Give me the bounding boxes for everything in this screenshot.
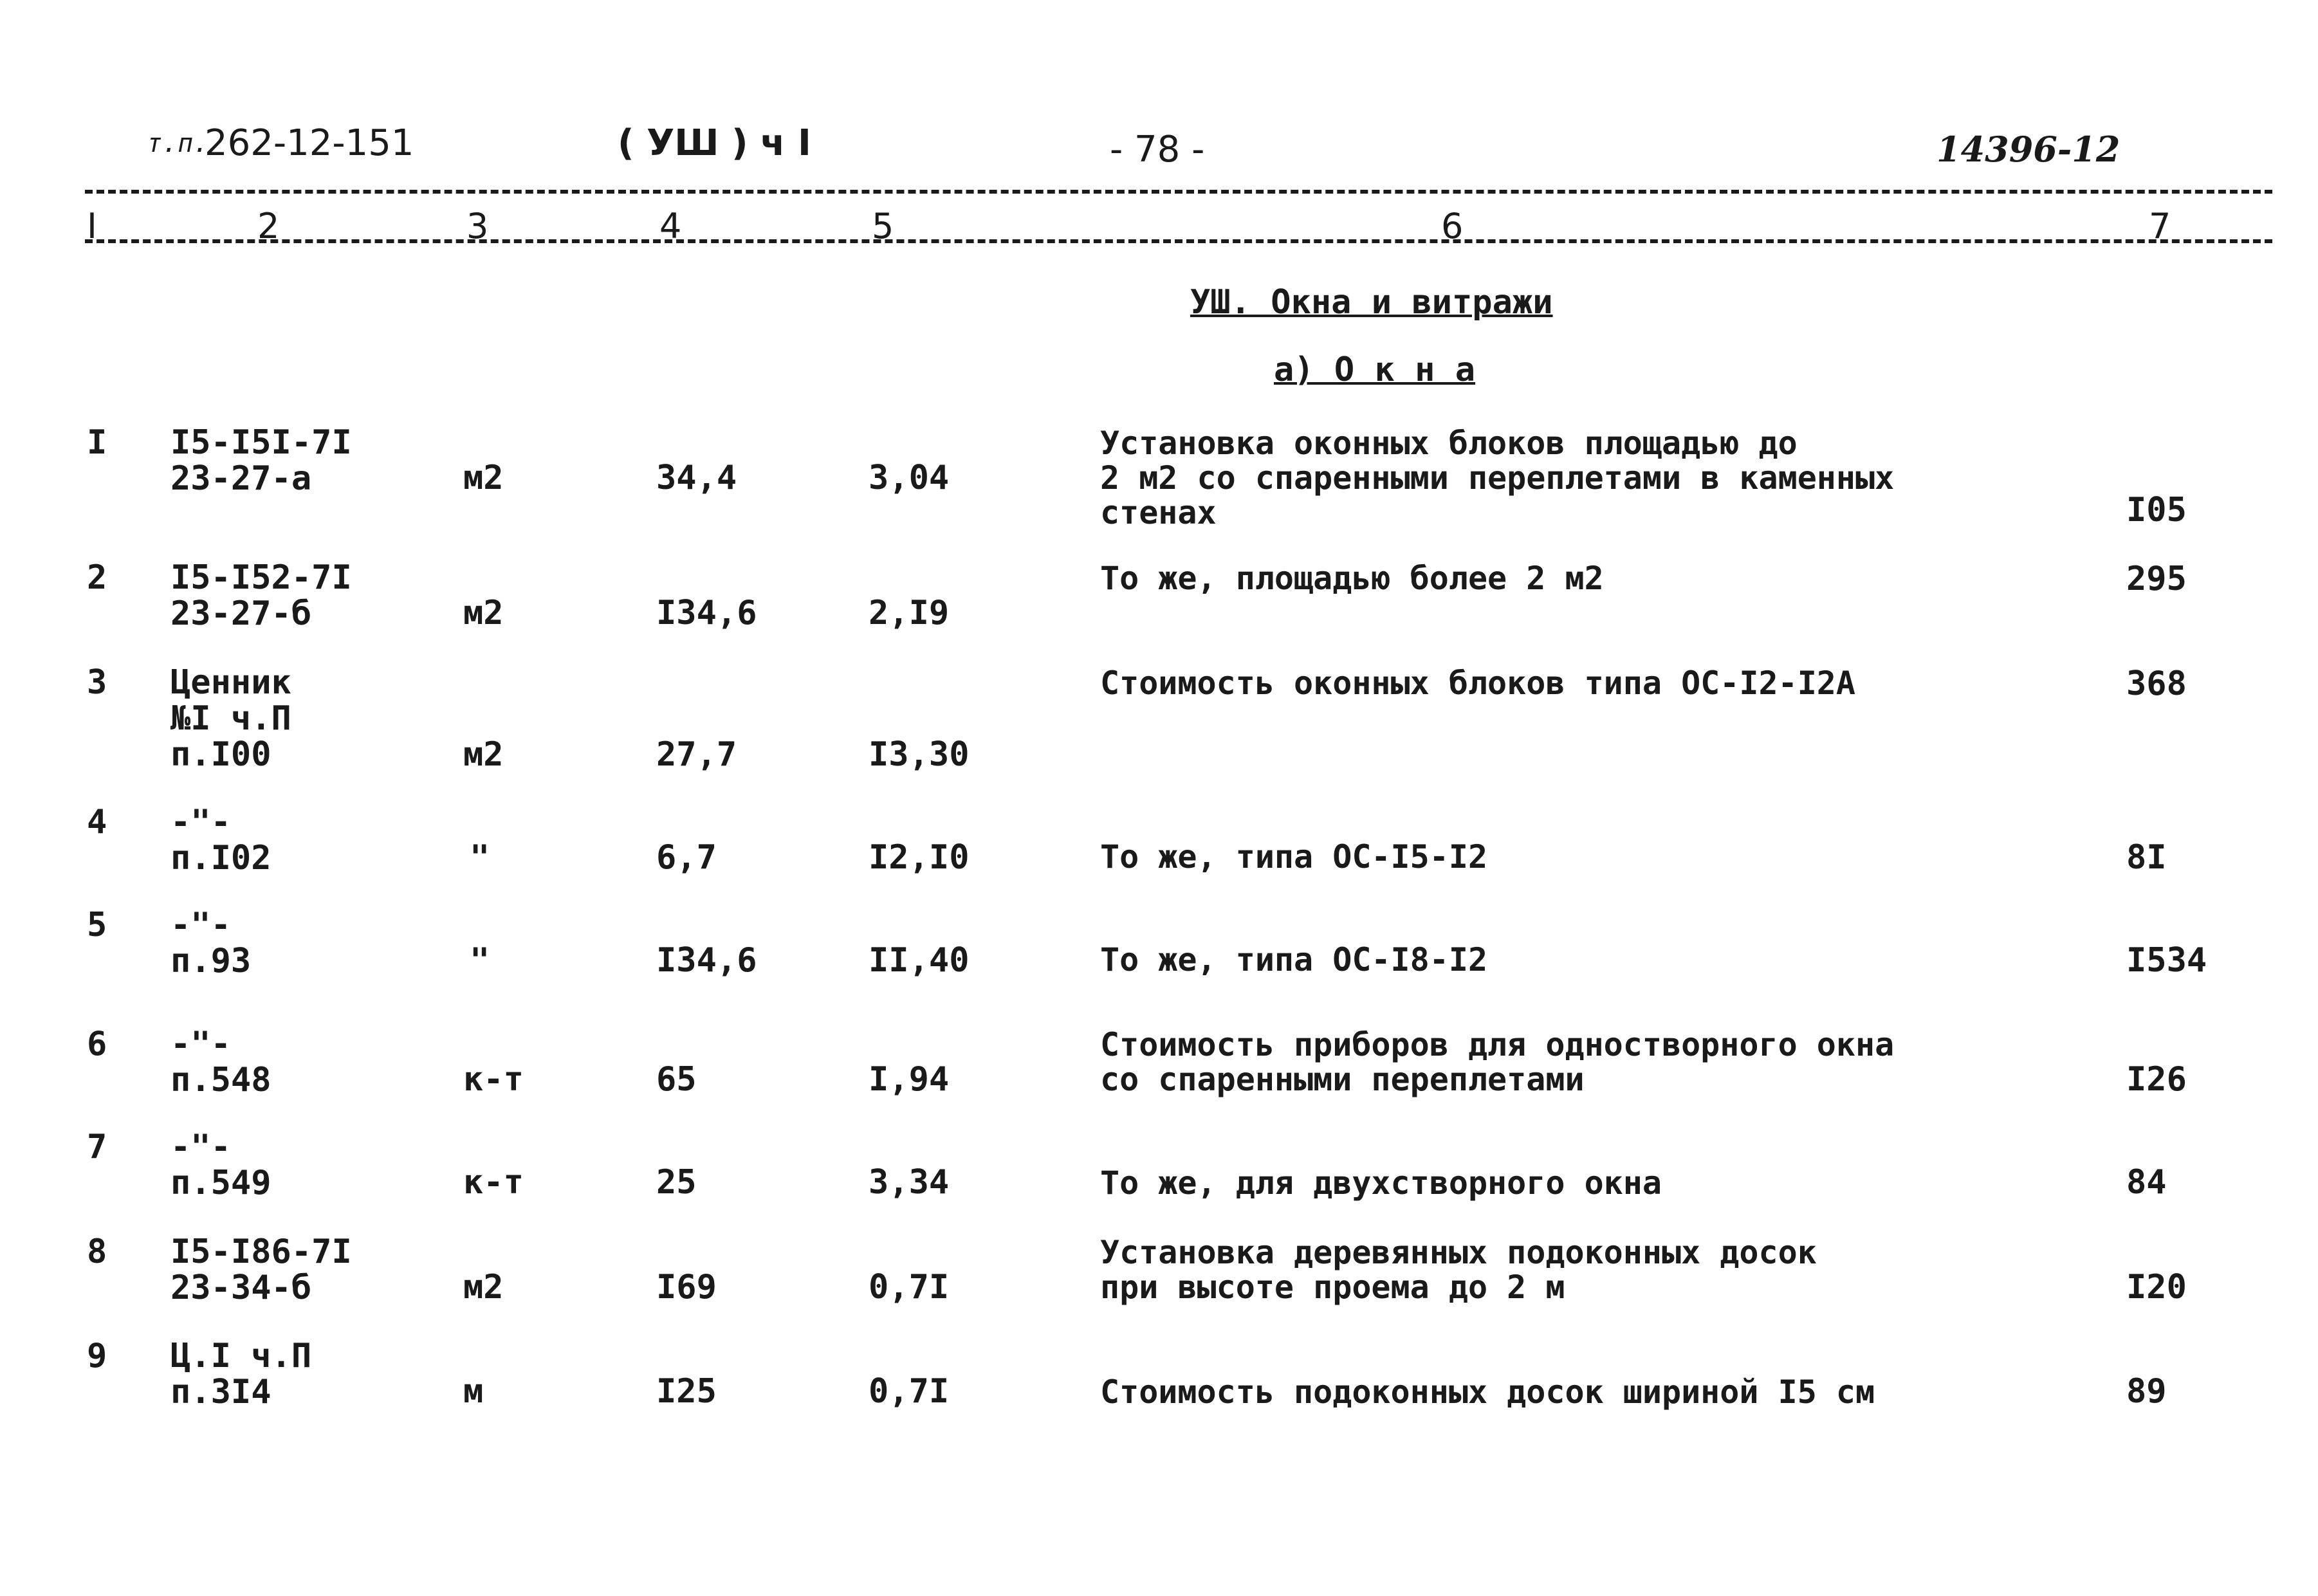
desc-line: при высоте проема до 2 м <box>1100 1269 1565 1306</box>
row-reference <box>170 425 352 497</box>
row-total: I20 <box>2126 1268 2187 1307</box>
ref-line: -"- <box>170 1025 231 1063</box>
row-total: 8I <box>2126 838 2167 877</box>
row-description <box>1100 1166 1662 1200</box>
ref-line: 23-34-б <box>170 1269 312 1307</box>
ref-line: №I ч.П <box>170 699 291 738</box>
row-total: I05 <box>2126 491 2187 529</box>
ref-line: -"- <box>170 1128 231 1166</box>
row-unit: м <box>463 1372 484 1411</box>
row-unit-price: 0,7I <box>869 1268 950 1307</box>
row-quantity: I25 <box>656 1372 717 1411</box>
page-number: - 78 - <box>1110 129 1205 170</box>
row-number: 2 <box>87 558 107 597</box>
row-unit-price: I,94 <box>869 1060 950 1099</box>
row-unit: " <box>470 941 490 980</box>
row-total: I26 <box>2126 1060 2187 1099</box>
row-unit: м2 <box>463 459 504 497</box>
column-number-1: I <box>87 206 97 246</box>
row-description <box>1100 1027 1894 1097</box>
row-number: 8 <box>87 1233 107 1271</box>
desc-line: То же, площадью более 2 м2 <box>1100 560 1604 597</box>
ref-line: п.548 <box>170 1061 271 1099</box>
row-unit: к-т <box>463 1060 524 1099</box>
subsection-title: а) О к н а <box>1274 351 1476 389</box>
row-unit-price: 2,I9 <box>869 594 950 632</box>
row-reference <box>170 1129 271 1201</box>
row-unit-price: 0,7I <box>869 1372 950 1411</box>
column-number-7: 7 <box>2149 206 2171 246</box>
desc-line: 2 м2 со спаренными переплетами в каменных <box>1100 459 1895 497</box>
doc-prefix: т.п. <box>147 129 209 158</box>
ref-line: п.I00 <box>170 735 271 774</box>
ref-line: Ценник <box>170 663 291 702</box>
row-quantity: 27,7 <box>656 735 737 774</box>
desc-line: Установка деревянных подоконных досок <box>1100 1234 1817 1271</box>
ref-line: п.93 <box>170 942 252 980</box>
row-quantity: I34,6 <box>656 594 757 632</box>
column-number-4: 4 <box>659 206 682 246</box>
row-number: 3 <box>87 663 107 702</box>
ref-line: п.549 <box>170 1164 271 1202</box>
column-number-2: 2 <box>257 206 280 246</box>
row-quantity: 34,4 <box>656 459 737 497</box>
header-rule-top <box>85 190 2272 194</box>
row-unit: к-т <box>463 1163 524 1202</box>
row-reference <box>170 907 251 979</box>
desc-line: стенах <box>1100 494 1217 531</box>
archive-number: 14396-12 <box>1936 129 2120 170</box>
row-total: 295 <box>2126 560 2187 598</box>
row-number: 7 <box>87 1128 107 1166</box>
row-quantity: I34,6 <box>656 941 757 980</box>
row-description <box>1100 561 1604 596</box>
column-number-5: 5 <box>872 206 894 246</box>
desc-line: То же, типа ОС-I5-I2 <box>1100 838 1488 876</box>
row-description <box>1100 1235 1817 1305</box>
row-unit: " <box>470 838 490 877</box>
column-number-3: 3 <box>466 206 489 246</box>
row-description <box>1100 839 1487 874</box>
desc-line: со спаренными переплетами <box>1100 1061 1585 1098</box>
doc-code: 262-12-151 <box>205 122 414 164</box>
row-total: 89 <box>2126 1372 2167 1411</box>
row-description <box>1100 666 1855 701</box>
row-description <box>1100 942 1487 977</box>
row-unit: м2 <box>463 735 504 774</box>
desc-line: Стоимость оконных блоков типа ОС-I2-I2А <box>1100 665 1855 702</box>
row-number: I <box>87 423 107 462</box>
row-reference <box>170 804 271 876</box>
row-quantity: 25 <box>656 1163 697 1202</box>
ref-line: I5-I5I-7I <box>170 423 352 462</box>
desc-line: То же, типа ОС-I8-I2 <box>1100 941 1488 978</box>
ref-line: 23-27-б <box>170 594 312 633</box>
row-reference <box>170 1338 311 1410</box>
ref-line: I5-I52-7I <box>170 558 352 597</box>
row-reference <box>170 665 291 773</box>
row-description <box>1100 1375 1875 1409</box>
desc-line: Установка оконных блоков площадью до <box>1100 425 1798 462</box>
row-number: 5 <box>87 906 107 944</box>
header-rule-bottom <box>85 239 2272 243</box>
ref-line: п.3I4 <box>170 1373 271 1411</box>
row-total: 368 <box>2126 665 2187 703</box>
row-number: 6 <box>87 1025 107 1063</box>
desc-line: То же, для двухстворного окна <box>1100 1164 1662 1202</box>
row-reference <box>170 1234 352 1306</box>
row-reference <box>170 1026 271 1098</box>
desc-line: Стоимость подоконных досок шириной I5 см <box>1100 1373 1875 1411</box>
ref-line: -"- <box>170 906 231 944</box>
ref-line: Ц.I ч.П <box>170 1337 312 1375</box>
ref-line: п.I02 <box>170 839 271 877</box>
row-unit-price: I3,30 <box>869 735 970 774</box>
row-unit: м2 <box>463 594 504 632</box>
desc-line: Стоимость приборов для одностворного окна <box>1100 1026 1895 1063</box>
row-unit-price: I2,I0 <box>869 838 970 877</box>
section-title: УШ. Окна и витражи <box>1190 283 1553 322</box>
row-quantity: I69 <box>656 1268 717 1307</box>
row-unit: м2 <box>463 1268 504 1307</box>
row-total: 84 <box>2126 1163 2167 1202</box>
row-unit-price: 3,04 <box>869 459 950 497</box>
row-unit-price: 3,34 <box>869 1163 950 1202</box>
row-quantity: 65 <box>656 1060 697 1099</box>
section-ref: ( УШ ) ч I <box>618 122 811 164</box>
row-reference <box>170 560 352 632</box>
row-description <box>1100 426 1894 530</box>
ref-line: 23-27-а <box>170 459 312 498</box>
column-number-6: 6 <box>1441 206 1464 246</box>
ref-line: -"- <box>170 803 231 841</box>
row-quantity: 6,7 <box>656 838 717 877</box>
ref-line: I5-I86-7I <box>170 1233 352 1271</box>
row-total: I534 <box>2126 941 2207 980</box>
row-number: 4 <box>87 803 107 841</box>
row-unit-price: II,40 <box>869 941 970 980</box>
row-number: 9 <box>87 1337 107 1375</box>
